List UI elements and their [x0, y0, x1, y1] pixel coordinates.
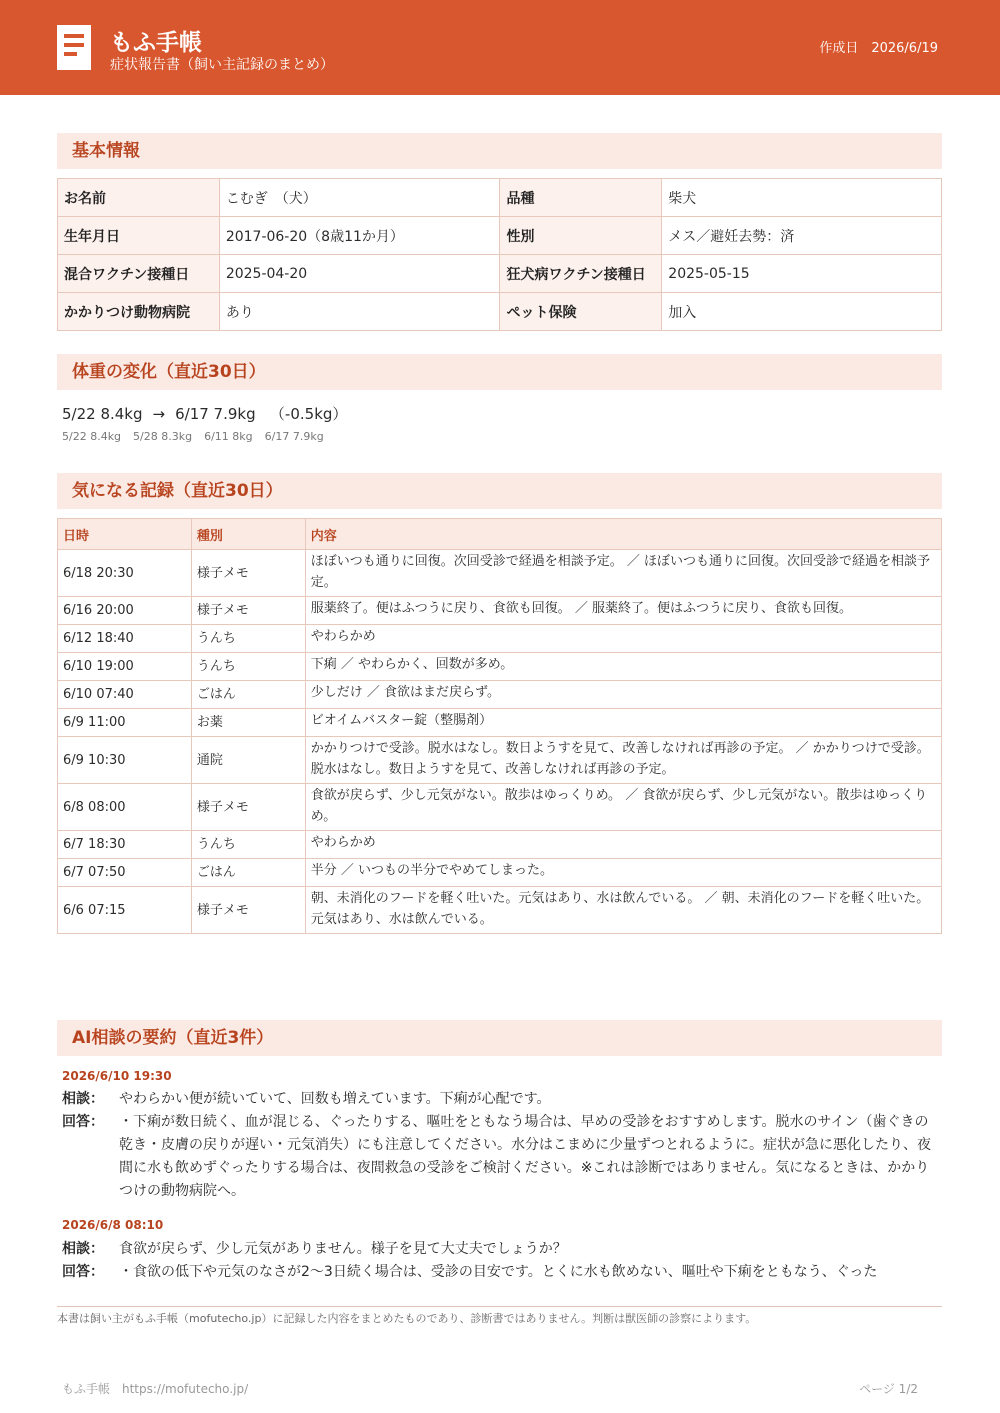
info-row [58, 255, 942, 293]
weight-end: 6/17 7.9kg [175, 405, 256, 423]
disclaimer-footnote: 本書は飼い主がもふ手帳（mofutecho.jp）に記録した内容をまとめたものであり、診断書ではありません。判断は獣医師の診察によります。 [57, 1306, 942, 1326]
weight-history [62, 430, 336, 443]
table-row [58, 709, 942, 737]
record-content: 半分 ／ いつもの半分でやめてしまった。 [305, 859, 941, 887]
table-row [58, 784, 942, 831]
table-row [58, 597, 942, 625]
info-value: メス／避妊去勢：済 [662, 217, 942, 255]
info-value: 2025-05-15 [662, 255, 942, 293]
question-text: 食欲が戻らず、少し元気がありません。様子を見て大丈夫でしょうか？ [119, 1241, 567, 1257]
table-row [58, 859, 942, 887]
info-key: ペット保険 [500, 293, 662, 331]
record-type: 通院 [191, 737, 305, 784]
info-value: 2017-06-20（8歳11か月） [219, 217, 500, 255]
section-title-ai: AI相談の要約（直近3件） [57, 1020, 942, 1056]
arrow-right-icon: → [152, 405, 166, 423]
record-type: ごはん [191, 859, 305, 887]
weight-history-entry: 5/22 8.4kg [62, 430, 122, 443]
answer-text: ・食欲の低下や元気のなさが2〜3日続く場合は、受診の目安です。とくに水も飲めない、嘔吐や下痢をともなう、ぐった [119, 1264, 878, 1280]
info-key: 狂犬病ワクチン接種日 [500, 255, 662, 293]
record-content: かかりつけで受診。脱水はなし。数日ようすを見て、改善しなければ再診の予定。 ／ かかりつけで受診。脱水はなし。数日ようすを見て、改善しなければ再診の予定。 [305, 737, 941, 784]
section-title-records: 気になる記録（直近30日） [57, 473, 942, 509]
answer-label: 回答： [62, 1114, 104, 1130]
record-type: 様子メモ [191, 550, 305, 597]
record-date: 6/12 18:40 [58, 625, 192, 653]
record-date: 6/7 18:30 [58, 831, 192, 859]
ai-item-answer [62, 1111, 937, 1203]
table-row [58, 831, 942, 859]
ai-item-date: 2026/6/10 19:30 [62, 1069, 172, 1083]
table-row [58, 625, 942, 653]
app-title: もふ手帳 [110, 30, 202, 56]
info-row [58, 293, 942, 331]
question-label: 相談： [62, 1091, 104, 1107]
record-date: 6/10 19:00 [58, 653, 192, 681]
weight-start: 5/22 8.4kg [62, 405, 143, 423]
answer-text: ・下痢が数日続く、血が混じる、ぐったりする、嘔吐をともなう場合は、早めの受診をおすすめします。脱水のサイン（歯ぐきの乾き・皮膚の戻りが遅い・元気消失）にも注意してください。水分はこまめに少量ずつとれるように。症状が急に悪化したり、夜間に水も飲めずぐったりする場合は、夜間救急の受診をご検討ください。※これは診断ではありません。気になるときは、かかりつけの動物病院へ。 [119, 1114, 931, 1199]
record-content: ビオイムバスター錠（整腸剤） [305, 709, 941, 737]
record-content: やわらかめ [305, 831, 941, 859]
created-date: 作成日 2026/6/19 [819, 41, 938, 56]
report-header [0, 0, 1000, 95]
record-type: 様子メモ [191, 784, 305, 831]
record-date: 6/9 11:00 [58, 709, 192, 737]
weight-diff: （-0.5kg） [269, 405, 348, 423]
ai-item-question [62, 1088, 937, 1111]
records-header-row [58, 519, 942, 550]
records-column-header: 内容 [305, 519, 941, 550]
table-row [58, 887, 942, 934]
info-value: こむぎ （犬） [219, 179, 500, 217]
table-row [58, 550, 942, 597]
weight-history-entry: 6/17 7.9kg [264, 430, 324, 443]
record-date: 6/6 07:15 [58, 887, 192, 934]
record-date: 6/9 10:30 [58, 737, 192, 784]
record-date: 6/8 08:00 [58, 784, 192, 831]
info-key: 性別 [500, 217, 662, 255]
records-table [57, 518, 942, 934]
record-date: 6/7 07:50 [58, 859, 192, 887]
info-row [58, 217, 942, 255]
info-key: 品種 [500, 179, 662, 217]
section-title-basic: 基本情報 [57, 133, 942, 169]
record-date: 6/10 07:40 [58, 681, 192, 709]
record-content: 服薬終了。便はふつうに戻り、食欲も回復。 ／ 服薬終了。便はふつうに戻り、食欲も回復。 [305, 597, 941, 625]
section-title-weight: 体重の変化（直近30日） [57, 354, 942, 390]
record-date: 6/18 20:30 [58, 550, 192, 597]
table-row [58, 653, 942, 681]
ai-item-question [62, 1238, 937, 1261]
record-date: 6/16 20:00 [58, 597, 192, 625]
record-content: 下痢 ／ やわらかく、回数が多め。 [305, 653, 941, 681]
record-content: ほぼいつも通りに回復。次回受診で経過を相談予定。 ／ ほぼいつも通りに回復。次回受診で経過を相談予定。 [305, 550, 941, 597]
info-value: 柴犬 [662, 179, 942, 217]
info-key: かかりつけ動物病院 [58, 293, 220, 331]
records-column-header: 日時 [58, 519, 192, 550]
record-type: うんち [191, 831, 305, 859]
ai-item-date: 2026/6/8 08:10 [62, 1218, 164, 1232]
table-row [58, 737, 942, 784]
report-subtitle: 症状報告書（飼い主記録のまとめ） [110, 57, 334, 73]
info-value: 2025-04-20 [219, 255, 500, 293]
record-content: 食欲が戻らず、少し元気がない。散歩はゆっくりめ。 ／ 食欲が戻らず、少し元気がない。散歩はゆっくりめ。 [305, 784, 941, 831]
info-value: 加入 [662, 293, 942, 331]
basic-info-table [57, 178, 942, 331]
info-key: 混合ワクチン接種日 [58, 255, 220, 293]
weight-history-entry: 5/28 8.3kg [133, 430, 193, 443]
answer-label: 回答： [62, 1264, 104, 1280]
record-type: 様子メモ [191, 887, 305, 934]
records-column-header: 種別 [191, 519, 305, 550]
footer-site-link[interactable]: もふ手帳 https://mofutecho.jp/ [62, 1382, 249, 1396]
document-icon [57, 25, 91, 70]
record-content: 朝、未消化のフードを軽く吐いた。元気はあり、水は飲んでいる。 ／ 朝、未消化のフードを軽く吐いた。元気はあり、水は飲んでいる。 [305, 887, 941, 934]
ai-item-answer [62, 1261, 937, 1284]
info-key: お名前 [58, 179, 220, 217]
weight-summary [62, 403, 347, 424]
record-type: お薬 [191, 709, 305, 737]
table-row [58, 681, 942, 709]
weight-history-entry: 6/11 8kg [204, 430, 253, 443]
page-number: ページ 1/2 [859, 1382, 918, 1396]
info-key: 生年月日 [58, 217, 220, 255]
record-content: やわらかめ [305, 625, 941, 653]
record-type: うんち [191, 653, 305, 681]
info-row [58, 179, 942, 217]
record-type: うんち [191, 625, 305, 653]
question-label: 相談： [62, 1241, 104, 1257]
record-type: 様子メモ [191, 597, 305, 625]
record-content: 少しだけ ／ 食欲はまだ戻らず。 [305, 681, 941, 709]
info-value: あり [219, 293, 500, 331]
record-type: ごはん [191, 681, 305, 709]
question-text: やわらかい便が続いていて、回数も増えています。下痢が心配です。 [119, 1091, 551, 1107]
